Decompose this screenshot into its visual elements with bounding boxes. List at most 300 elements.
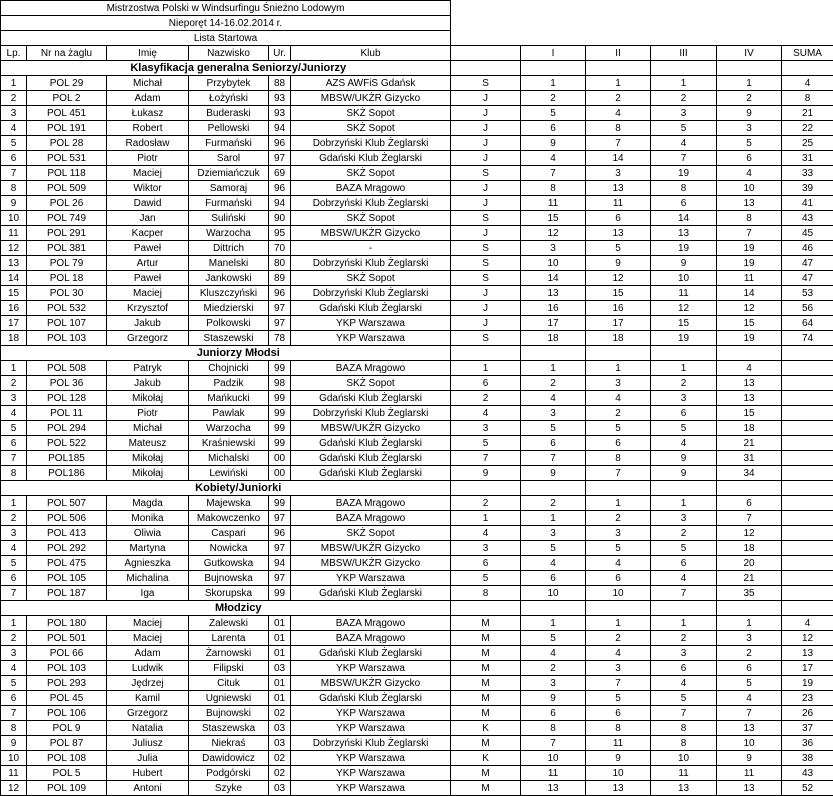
cell-lp: 3 xyxy=(1,526,27,541)
empty-cell xyxy=(586,601,651,616)
cell-first-name: Wiktor xyxy=(107,181,189,196)
cell-sum: 23 xyxy=(782,691,833,706)
table-row xyxy=(1,286,833,301)
header-lp: Lp. xyxy=(1,46,27,61)
cell-race-1: 5 xyxy=(521,106,586,121)
cell-race-3: 3 xyxy=(651,106,717,121)
cell-race-1: 2 xyxy=(521,91,586,106)
cell-race-2: 11 xyxy=(586,736,651,751)
cell-category: S xyxy=(451,271,521,286)
cell-category: J xyxy=(451,226,521,241)
cell-last-name: Kraśniewski xyxy=(189,436,269,451)
cell-sum: 21 xyxy=(782,106,833,121)
cell-sail-number: POL 191 xyxy=(27,121,107,136)
cell-sail-number: POL 9 xyxy=(27,721,107,736)
cell-club: Gdański Klub Żeglarski xyxy=(291,436,451,451)
cell-club: Gdański Klub Żeglarski xyxy=(291,451,451,466)
cell-category: 6 xyxy=(451,556,521,571)
section-header xyxy=(1,481,833,496)
cell-category: M xyxy=(451,766,521,781)
cell-sum: 12 xyxy=(782,631,833,646)
cell-sum xyxy=(782,556,833,571)
header-race-2: II xyxy=(586,46,651,61)
cell-birth-year: 01 xyxy=(269,676,291,691)
cell-lp: 10 xyxy=(1,751,27,766)
cell-race-2: 7 xyxy=(586,466,651,481)
cell-sum: 22 xyxy=(782,121,833,136)
cell-category: M xyxy=(451,676,521,691)
cell-race-2: 2 xyxy=(586,91,651,106)
cell-last-name: Dawidowicz xyxy=(189,751,269,766)
table-row xyxy=(1,616,833,631)
cell-sum: 36 xyxy=(782,736,833,751)
cell-birth-year: 03 xyxy=(269,661,291,676)
cell-lp: 2 xyxy=(1,631,27,646)
cell-lp: 5 xyxy=(1,136,27,151)
cell-sail-number: POL 381 xyxy=(27,241,107,256)
cell-race-4: 13 xyxy=(717,376,782,391)
cell-sum xyxy=(782,436,833,451)
cell-sail-number: POL186 xyxy=(27,466,107,481)
cell-race-3: 3 xyxy=(651,646,717,661)
cell-sail-number: POL 180 xyxy=(27,616,107,631)
cell-club: YKP Warszawa xyxy=(291,721,451,736)
cell-lp: 1 xyxy=(1,76,27,91)
cell-race-2: 1 xyxy=(586,76,651,91)
cell-sail-number: POL 508 xyxy=(27,361,107,376)
cell-category: 2 xyxy=(451,496,521,511)
empty-cell xyxy=(782,481,833,496)
cell-birth-year: 96 xyxy=(269,136,291,151)
cell-birth-year: 93 xyxy=(269,91,291,106)
cell-sail-number: POL 109 xyxy=(27,781,107,796)
cell-race-4: 8 xyxy=(717,211,782,226)
cell-race-4: 12 xyxy=(717,526,782,541)
cell-last-name: Skorupska xyxy=(189,586,269,601)
cell-club: YKP Warszawa xyxy=(291,706,451,721)
cell-race-1: 1 xyxy=(521,616,586,631)
table-row xyxy=(1,376,833,391)
cell-last-name: Samoraj xyxy=(189,181,269,196)
cell-last-name: Majewska xyxy=(189,496,269,511)
header-year: Ur. xyxy=(269,46,291,61)
table-row xyxy=(1,436,833,451)
cell-last-name: Pellowski xyxy=(189,121,269,136)
cell-race-4: 10 xyxy=(717,181,782,196)
cell-first-name: Piotr xyxy=(107,406,189,421)
cell-sum: 8 xyxy=(782,91,833,106)
cell-club: Gdański Klub Żeglarski xyxy=(291,691,451,706)
cell-club: YKP Warszawa xyxy=(291,661,451,676)
empty-cell xyxy=(782,346,833,361)
cell-club: YKP Warszawa xyxy=(291,571,451,586)
cell-club: SKŻ Sopot xyxy=(291,211,451,226)
cell-last-name: Szyke xyxy=(189,781,269,796)
cell-birth-year: 97 xyxy=(269,301,291,316)
cell-race-1: 5 xyxy=(521,421,586,436)
table-row xyxy=(1,766,833,781)
empty-cell xyxy=(717,346,782,361)
cell-category: M xyxy=(451,661,521,676)
section-title: Młodzicy xyxy=(27,601,451,616)
empty-cell xyxy=(451,481,521,496)
table-row xyxy=(1,391,833,406)
cell-race-4: 9 xyxy=(717,106,782,121)
cell-last-name: Dziemiańczuk xyxy=(189,166,269,181)
cell-category: M xyxy=(451,631,521,646)
table-row xyxy=(1,781,833,796)
cell-race-1: 14 xyxy=(521,271,586,286)
cell-first-name: Mikołaj xyxy=(107,451,189,466)
cell-race-4: 21 xyxy=(717,436,782,451)
cell-last-name: Caspari xyxy=(189,526,269,541)
cell-club: MBSW/UKŻR Gizycko xyxy=(291,421,451,436)
cell-birth-year: 93 xyxy=(269,106,291,121)
cell-race-3: 6 xyxy=(651,661,717,676)
cell-sail-number: POL 2 xyxy=(27,91,107,106)
cell-race-4: 18 xyxy=(717,421,782,436)
cell-club: SKŻ Sopot xyxy=(291,376,451,391)
cell-lp: 4 xyxy=(1,406,27,421)
empty-cell xyxy=(521,346,586,361)
cell-sum: 4 xyxy=(782,616,833,631)
cell-sail-number: POL 506 xyxy=(27,511,107,526)
cell-sail-number: POL 292 xyxy=(27,541,107,556)
cell-race-2: 4 xyxy=(586,391,651,406)
cell-sum xyxy=(782,391,833,406)
cell-category: S xyxy=(451,166,521,181)
cell-race-2: 3 xyxy=(586,166,651,181)
cell-race-2: 7 xyxy=(586,676,651,691)
cell-lp: 6 xyxy=(1,151,27,166)
table-row xyxy=(1,151,833,166)
cell-club: YKP Warszawa xyxy=(291,751,451,766)
cell-race-1: 6 xyxy=(521,436,586,451)
table-row xyxy=(1,136,833,151)
cell-first-name: Adam xyxy=(107,646,189,661)
cell-first-name: Maciej xyxy=(107,631,189,646)
empty-cell xyxy=(586,61,651,76)
cell-birth-year: 03 xyxy=(269,721,291,736)
cell-race-1: 4 xyxy=(521,391,586,406)
cell-race-1: 15 xyxy=(521,211,586,226)
cell-sum: 33 xyxy=(782,166,833,181)
table-row xyxy=(1,706,833,721)
cell-race-1: 9 xyxy=(521,136,586,151)
cell-first-name: Piotr xyxy=(107,151,189,166)
cell-race-2: 15 xyxy=(586,286,651,301)
cell-last-name: Żarnowski xyxy=(189,646,269,661)
cell-category: J xyxy=(451,316,521,331)
empty-cell xyxy=(521,481,586,496)
cell-club: Gdański Klub Żeglarski xyxy=(291,151,451,166)
cell-sum xyxy=(782,496,833,511)
cell-last-name: Podgórski xyxy=(189,766,269,781)
cell-club: BAZA Mrągowo xyxy=(291,616,451,631)
cell-race-3: 5 xyxy=(651,421,717,436)
cell-last-name: Pawlak xyxy=(189,406,269,421)
cell-race-2: 4 xyxy=(586,106,651,121)
table-row xyxy=(1,721,833,736)
cell-race-4: 2 xyxy=(717,646,782,661)
cell-category: J xyxy=(451,121,521,136)
empty-cell xyxy=(782,601,833,616)
cell-category: S xyxy=(451,211,521,226)
cell-race-4: 4 xyxy=(717,166,782,181)
cell-sum xyxy=(782,526,833,541)
cell-category: 5 xyxy=(451,571,521,586)
cell-club: YKP Warszawa xyxy=(291,781,451,796)
cell-race-3: 3 xyxy=(651,511,717,526)
cell-sail-number: POL 106 xyxy=(27,706,107,721)
cell-category: J xyxy=(451,151,521,166)
cell-race-3: 6 xyxy=(651,406,717,421)
header-race-3: III xyxy=(651,46,717,61)
cell-last-name: Dittrich xyxy=(189,241,269,256)
cell-sum: 41 xyxy=(782,196,833,211)
title-row xyxy=(1,1,833,16)
cell-category: M xyxy=(451,781,521,796)
table-row xyxy=(1,166,833,181)
cell-race-1: 6 xyxy=(521,571,586,586)
cell-race-1: 7 xyxy=(521,451,586,466)
cell-race-1: 13 xyxy=(521,286,586,301)
cell-race-2: 5 xyxy=(586,421,651,436)
cell-sum: 25 xyxy=(782,136,833,151)
header-sail-number: Nr na żaglu xyxy=(27,46,107,61)
cell-last-name: Mańkucki xyxy=(189,391,269,406)
cell-race-2: 6 xyxy=(586,436,651,451)
cell-race-3: 19 xyxy=(651,331,717,346)
cell-first-name: Michał xyxy=(107,76,189,91)
empty-cell xyxy=(651,601,717,616)
cell-lp: 10 xyxy=(1,211,27,226)
cell-race-2: 7 xyxy=(586,136,651,151)
cell-lp: 14 xyxy=(1,271,27,286)
cell-race-4: 19 xyxy=(717,256,782,271)
cell-race-4: 19 xyxy=(717,331,782,346)
cell-race-3: 13 xyxy=(651,226,717,241)
header-club: Klub xyxy=(291,46,451,61)
cell-sail-number: POL 501 xyxy=(27,631,107,646)
cell-category: S xyxy=(451,256,521,271)
cell-birth-year: 69 xyxy=(269,166,291,181)
cell-race-4: 7 xyxy=(717,511,782,526)
table-row xyxy=(1,691,833,706)
cell-race-4: 15 xyxy=(717,316,782,331)
cell-race-4: 14 xyxy=(717,286,782,301)
cell-birth-year: 97 xyxy=(269,571,291,586)
cell-birth-year: 02 xyxy=(269,706,291,721)
cell-sail-number: POL 29 xyxy=(27,76,107,91)
cell-club: SKŻ Sopot xyxy=(291,526,451,541)
cell-lp: 6 xyxy=(1,691,27,706)
table-row xyxy=(1,121,833,136)
cell-race-2: 4 xyxy=(586,646,651,661)
cell-race-4: 5 xyxy=(717,676,782,691)
cell-birth-year: 94 xyxy=(269,121,291,136)
cell-race-4: 3 xyxy=(717,121,782,136)
list-name: Lista Startowa xyxy=(1,31,451,46)
cell-race-1: 5 xyxy=(521,541,586,556)
cell-race-2: 8 xyxy=(586,721,651,736)
cell-category: J xyxy=(451,136,521,151)
cell-race-3: 9 xyxy=(651,451,717,466)
cell-category: J xyxy=(451,91,521,106)
cell-race-3: 7 xyxy=(651,151,717,166)
cell-race-1: 8 xyxy=(521,181,586,196)
cell-sail-number: POL 749 xyxy=(27,211,107,226)
cell-first-name: Natalia xyxy=(107,721,189,736)
cell-lp: 4 xyxy=(1,121,27,136)
cell-race-3: 12 xyxy=(651,301,717,316)
cell-sail-number: POL 103 xyxy=(27,331,107,346)
cell-first-name: Mikołaj xyxy=(107,466,189,481)
cell-race-3: 7 xyxy=(651,586,717,601)
cell-race-1: 6 xyxy=(521,121,586,136)
cell-race-3: 6 xyxy=(651,556,717,571)
section-header xyxy=(1,61,833,76)
cell-race-2: 10 xyxy=(586,766,651,781)
list-name-row xyxy=(1,31,833,46)
cell-sum: 74 xyxy=(782,331,833,346)
empty-cell xyxy=(521,601,586,616)
cell-race-4: 7 xyxy=(717,706,782,721)
cell-last-name: Łożyński xyxy=(189,91,269,106)
cell-race-3: 1 xyxy=(651,76,717,91)
cell-race-1: 13 xyxy=(521,781,586,796)
cell-first-name: Kamil xyxy=(107,691,189,706)
cell-lp: 3 xyxy=(1,391,27,406)
cell-lp: 8 xyxy=(1,466,27,481)
header-last-name: Nazwisko xyxy=(189,46,269,61)
cell-birth-year: 99 xyxy=(269,496,291,511)
cell-sum: 52 xyxy=(782,781,833,796)
cell-sail-number: POL 107 xyxy=(27,316,107,331)
cell-race-1: 1 xyxy=(521,511,586,526)
cell-last-name: Ugniewski xyxy=(189,691,269,706)
section-spacer xyxy=(1,601,27,616)
cell-club: SKŻ Sopot xyxy=(291,271,451,286)
table-row xyxy=(1,361,833,376)
cell-race-1: 3 xyxy=(521,526,586,541)
table-row xyxy=(1,106,833,121)
cell-race-1: 7 xyxy=(521,736,586,751)
cell-birth-year: 95 xyxy=(269,226,291,241)
cell-race-4: 6 xyxy=(717,661,782,676)
table-row xyxy=(1,91,833,106)
cell-category: J xyxy=(451,181,521,196)
cell-race-4: 6 xyxy=(717,496,782,511)
cell-category: M xyxy=(451,706,521,721)
table-row xyxy=(1,661,833,676)
cell-race-2: 4 xyxy=(586,556,651,571)
cell-sum: 26 xyxy=(782,706,833,721)
cell-birth-year: 78 xyxy=(269,331,291,346)
table-row xyxy=(1,646,833,661)
cell-club: BAZA Mrągowo xyxy=(291,181,451,196)
cell-race-2: 9 xyxy=(586,256,651,271)
cell-club: BAZA Mrągowo xyxy=(291,361,451,376)
cell-first-name: Jędrzej xyxy=(107,676,189,691)
cell-sail-number: POL 30 xyxy=(27,286,107,301)
table-row xyxy=(1,631,833,646)
cell-category: J xyxy=(451,301,521,316)
cell-lp: 4 xyxy=(1,661,27,676)
cell-race-1: 8 xyxy=(521,721,586,736)
cell-race-3: 2 xyxy=(651,91,717,106)
cell-sail-number: POL 291 xyxy=(27,226,107,241)
cell-first-name: Jakub xyxy=(107,316,189,331)
cell-sail-number: POL 18 xyxy=(27,271,107,286)
cell-race-2: 13 xyxy=(586,226,651,241)
cell-race-4: 13 xyxy=(717,391,782,406)
section-title: Klasyfikacja generalna Seniorzy/Juniorzy xyxy=(27,61,451,76)
cell-birth-year: 01 xyxy=(269,691,291,706)
cell-sum: 39 xyxy=(782,181,833,196)
cell-lp: 7 xyxy=(1,451,27,466)
cell-race-1: 3 xyxy=(521,676,586,691)
section-spacer xyxy=(1,481,27,496)
cell-club: BAZA Mrągowo xyxy=(291,496,451,511)
cell-race-4: 21 xyxy=(717,571,782,586)
cell-race-2: 6 xyxy=(586,706,651,721)
cell-race-3: 2 xyxy=(651,526,717,541)
cell-birth-year: 00 xyxy=(269,466,291,481)
cell-race-2: 1 xyxy=(586,496,651,511)
cell-last-name: Bujnowska xyxy=(189,571,269,586)
cell-first-name: Grzegorz xyxy=(107,706,189,721)
table-row xyxy=(1,526,833,541)
cell-race-4: 1 xyxy=(717,76,782,91)
cell-first-name: Jan xyxy=(107,211,189,226)
empty-cell xyxy=(651,61,717,76)
cell-birth-year: 96 xyxy=(269,181,291,196)
cell-race-2: 16 xyxy=(586,301,651,316)
cell-first-name: Maciej xyxy=(107,166,189,181)
cell-race-3: 11 xyxy=(651,286,717,301)
cell-club: Dobrzyński Klub Żeglarski xyxy=(291,136,451,151)
cell-category: M xyxy=(451,646,521,661)
table-row xyxy=(1,196,833,211)
cell-first-name: Radosław xyxy=(107,136,189,151)
cell-last-name: Chojnicki xyxy=(189,361,269,376)
cell-club: MBSW/UKŻR Gizycko xyxy=(291,556,451,571)
cell-first-name: Michalina xyxy=(107,571,189,586)
cell-last-name: Gutkowska xyxy=(189,556,269,571)
header-race-4: IV xyxy=(717,46,782,61)
table-row xyxy=(1,301,833,316)
cell-last-name: Makowczenko xyxy=(189,511,269,526)
cell-race-2: 3 xyxy=(586,526,651,541)
section-header xyxy=(1,346,833,361)
cell-sail-number: POL 79 xyxy=(27,256,107,271)
empty-cell xyxy=(521,61,586,76)
cell-race-2: 8 xyxy=(586,451,651,466)
cell-sum xyxy=(782,421,833,436)
table-row xyxy=(1,406,833,421)
cell-last-name: Staszewski xyxy=(189,331,269,346)
cell-race-4: 18 xyxy=(717,541,782,556)
cell-sum: 45 xyxy=(782,226,833,241)
empty-cell xyxy=(782,61,833,76)
cell-race-1: 18 xyxy=(521,331,586,346)
cell-race-2: 9 xyxy=(586,751,651,766)
cell-category: 1 xyxy=(451,511,521,526)
cell-race-3: 19 xyxy=(651,166,717,181)
cell-lp: 17 xyxy=(1,316,27,331)
cell-birth-year: 70 xyxy=(269,241,291,256)
